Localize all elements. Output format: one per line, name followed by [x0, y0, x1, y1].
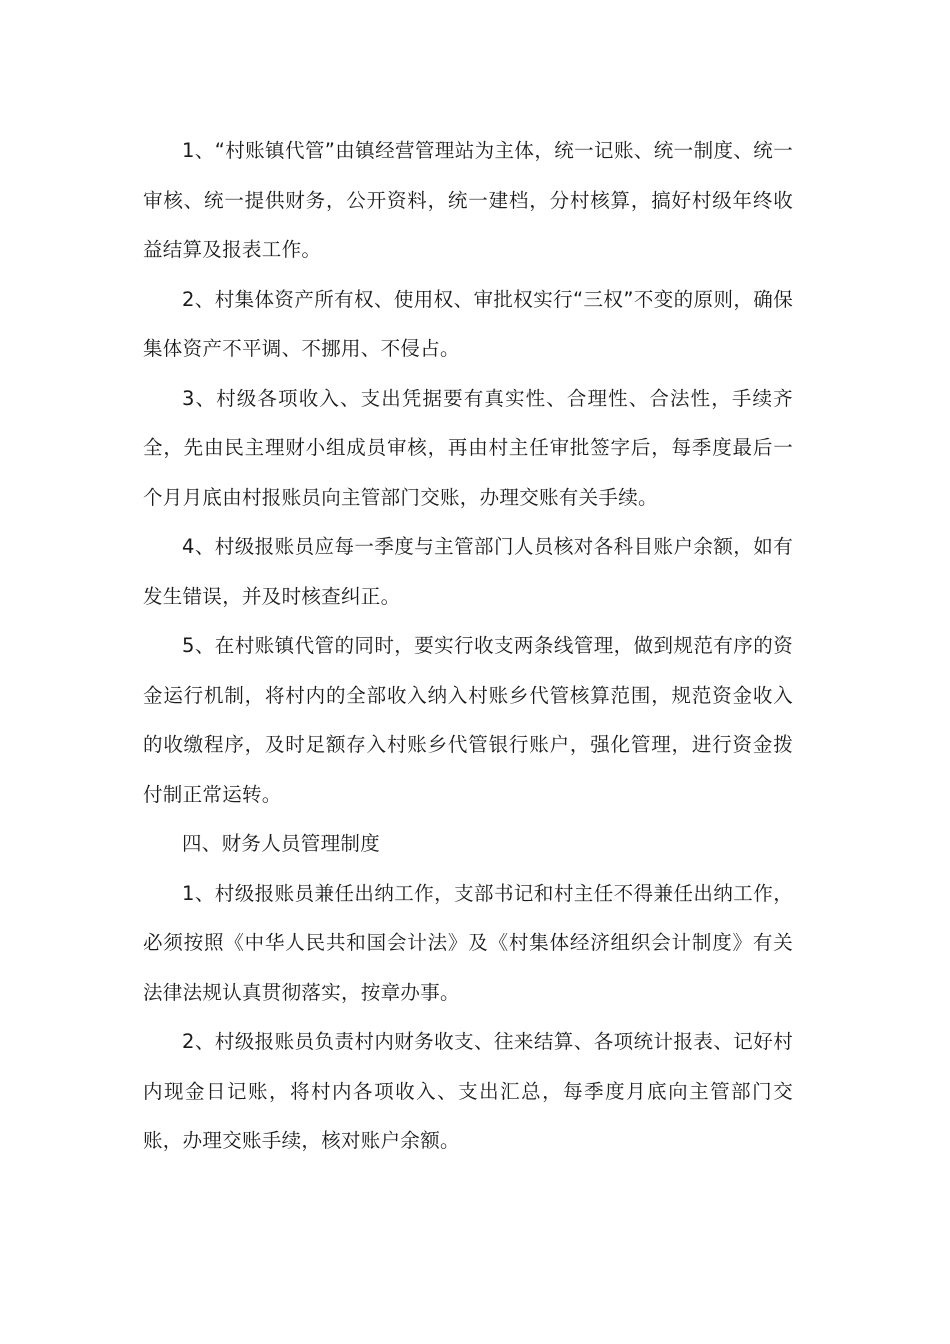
paragraph-bookkeeper-responsibilities: 2、村级报账员负责村内财务收支、往来结算、各项统计报表、记好村内现金日记账，将村内各项收入、支出汇总，每季度月底向主管部门交账，办理交账手续，核对账户余额。	[143, 1030, 793, 1152]
paragraph-quarterly-reconciliation: 4、村级报账员应每一季度与主管部门人员核对各科目账户余额，如有发生错误，并及时核查纠正。	[143, 535, 793, 608]
document-body	[143, 126, 793, 1166]
paragraph-two-line-management: 5、在村账镇代管的同时，要实行收支两条线管理，做到规范有序的资金运行机制，将村内的全部收入纳入村账乡代管核算范围，规范资金收入的收缴程序，及时足额存入村账乡代管银行账户，强化管理，进行资金拨付制正常运转。	[143, 634, 793, 806]
section-heading-finance-staff: 四、财务人员管理制度	[182, 832, 381, 855]
paragraph-cashier-duties: 1、村级报账员兼任出纳工作，支部书记和村主任不得兼任出纳工作，必须按照《中华人民共和国会计法》及《村集体经济组织会计制度》有关法律法规认真贯彻落实，按章办事。	[143, 881, 793, 1004]
paragraph-income-expense-vouchers: 3、村级各项收入、支出凭据要有真实性、合理性、合法性，手续齐全，先由民主理财小组成员审核，再由村主任审批签字后，每季度最后一个月月底由村报账员向主管部门交账，办理交账有关手续。	[143, 386, 793, 509]
paragraph-village-accounts-town-managed: 1、“村账镇代管”由镇经营管理站为主体，统一记账、统一制度、统一审核、统一提供财务，公开资料，统一建档，分村核算，搞好村级年终收益结算及报表工作。	[143, 139, 793, 261]
paragraph-collective-assets-rights: 2、村集体资产所有权、使用权、审批权实行“三权”不变的原则，确保集体资产不平调、不挪用、不侵占。	[143, 287, 793, 360]
